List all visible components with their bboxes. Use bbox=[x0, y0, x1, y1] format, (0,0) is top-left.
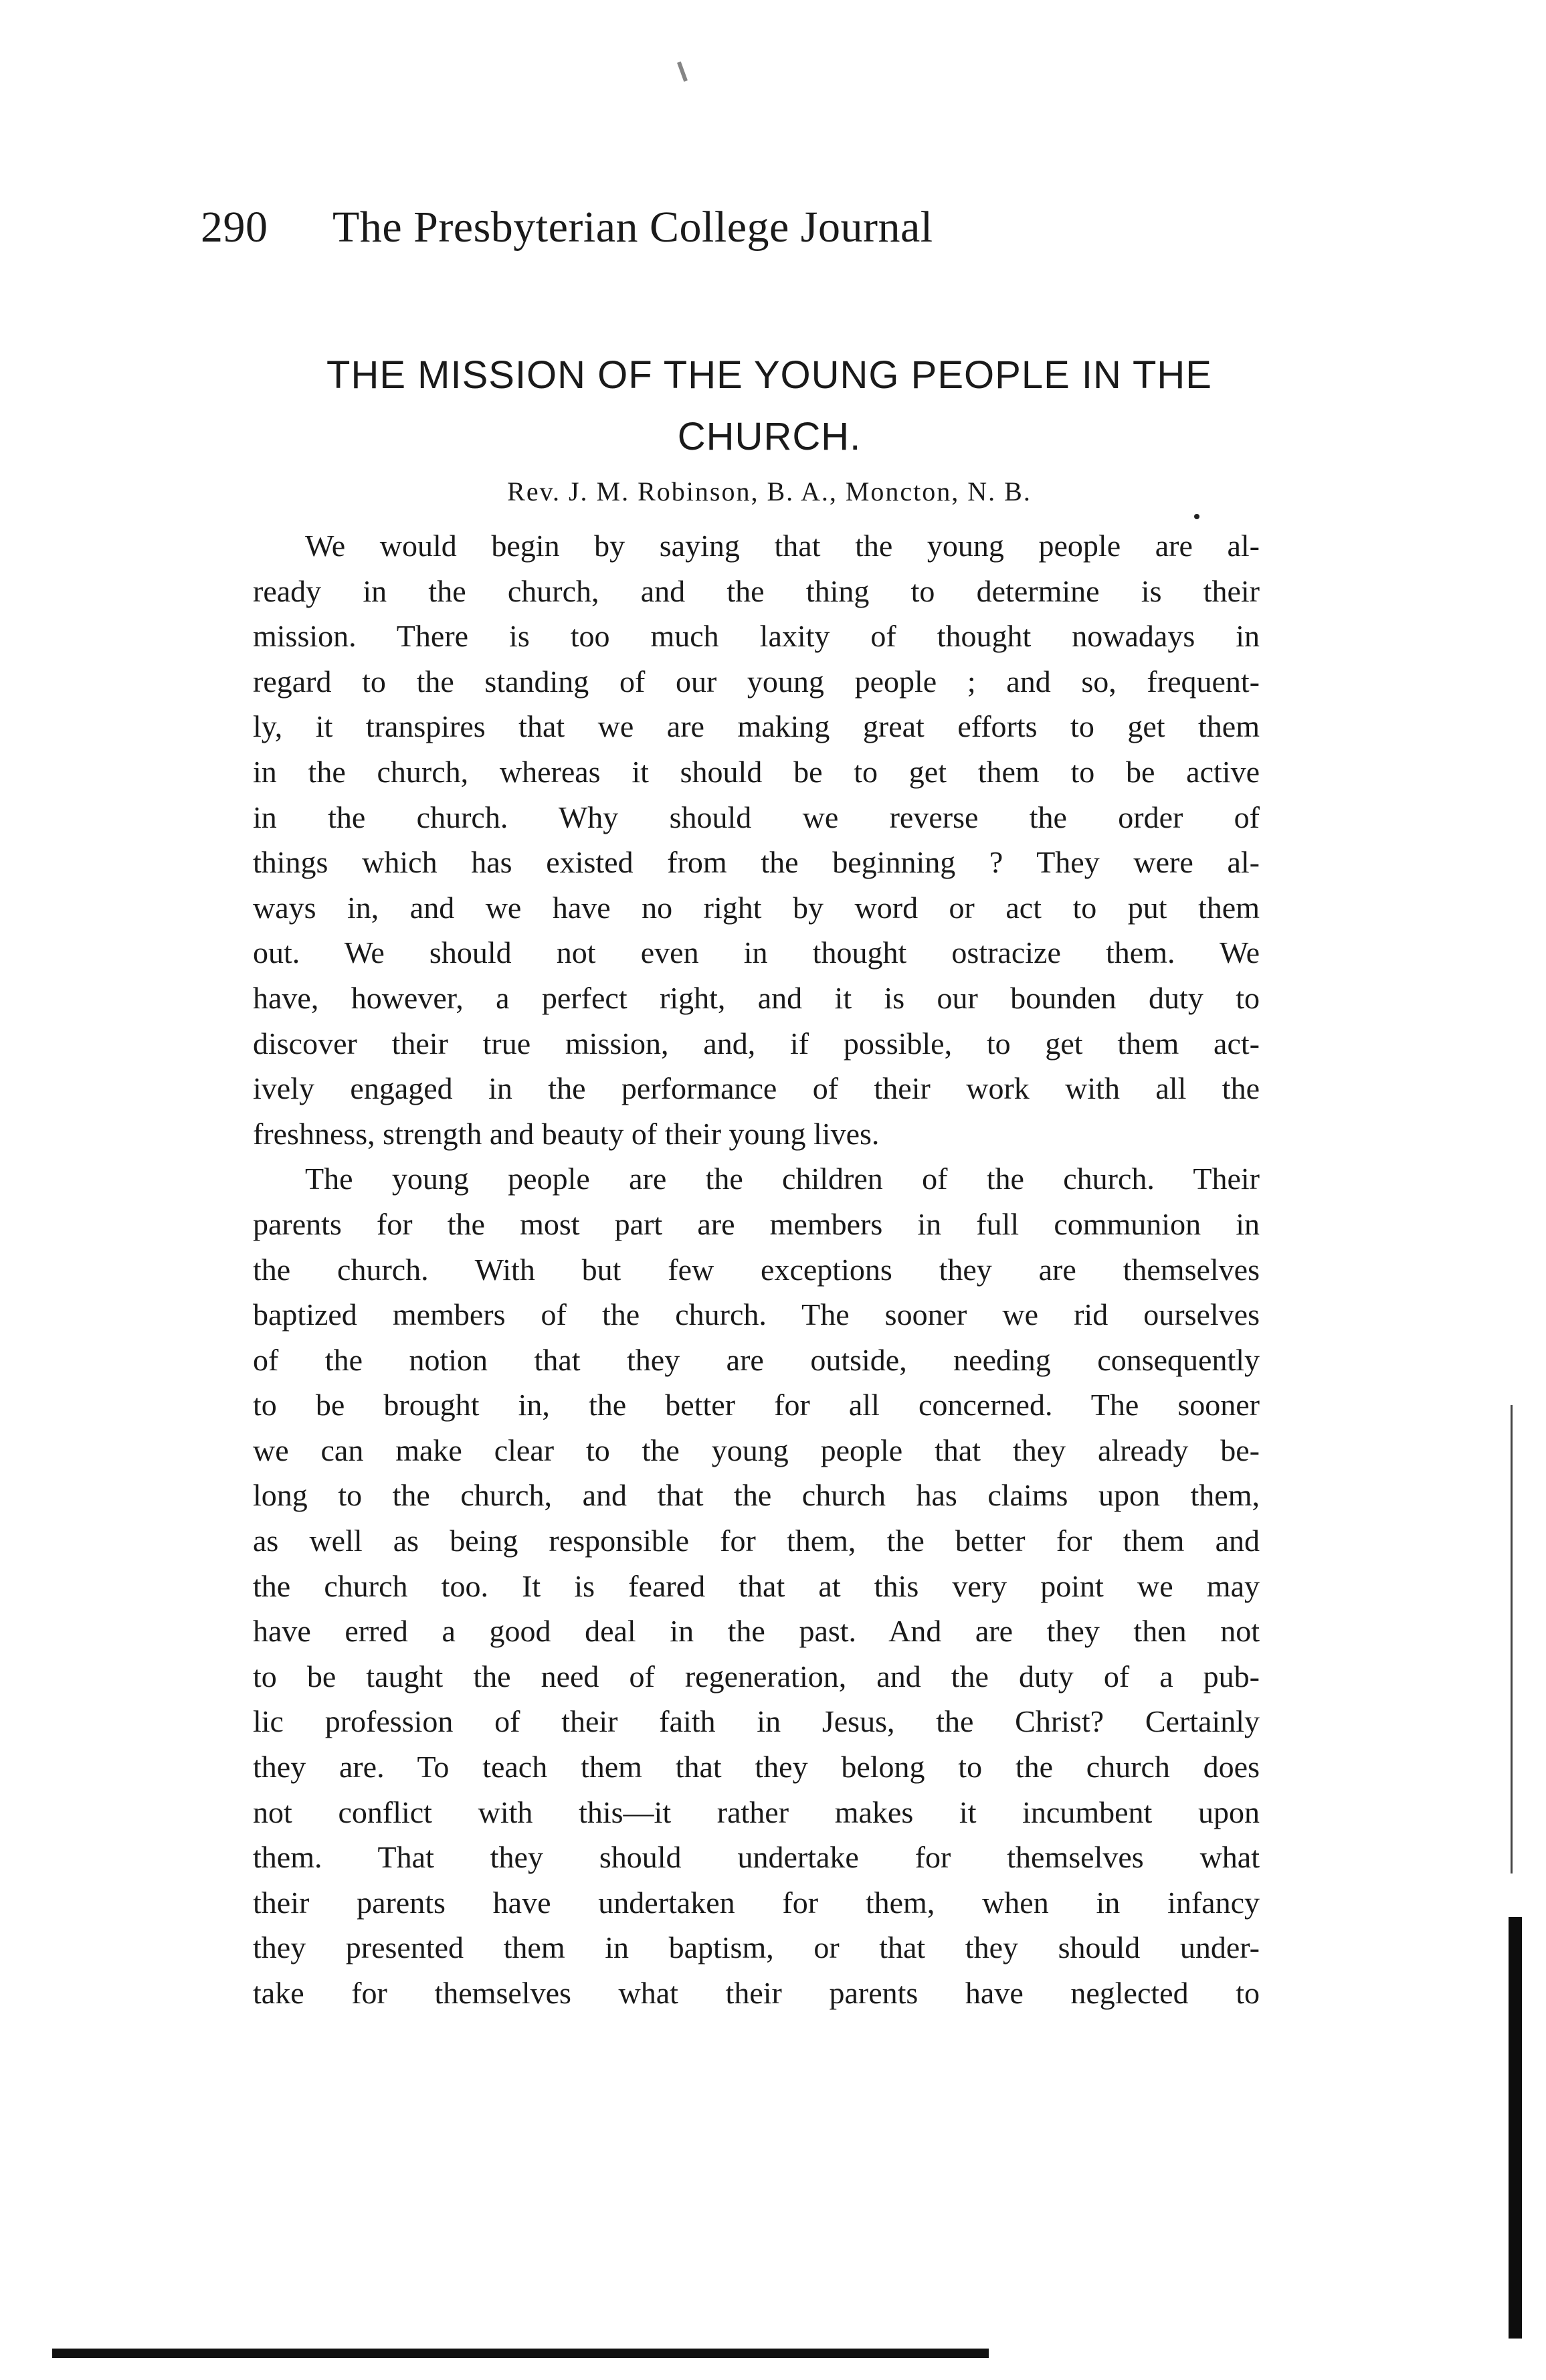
text-line: ly, it transpires that we are making great efforts to get them bbox=[253, 709, 1260, 744]
text-line: take for themselves what their parents have neglected to bbox=[253, 1976, 1260, 2010]
ink-speck bbox=[677, 62, 688, 82]
article-title-line: CHURCH. bbox=[677, 415, 862, 458]
article-title bbox=[254, 345, 1284, 468]
text-line: ively engaged in the performance of their work with all the bbox=[253, 1071, 1260, 1106]
text-line: we can make clear to the young people that they already be- bbox=[253, 1433, 1260, 1467]
text-line: parents for the most part are members in full communion in bbox=[253, 1206, 1260, 1241]
text-line: them. That they should undertake for themselves what bbox=[253, 1840, 1260, 1875]
text-line: freshness, strength and beauty of their young lives. bbox=[253, 1116, 880, 1151]
text-line: have erred a good deal in the past. And are they then not bbox=[253, 1614, 1260, 1649]
text-line: in the church, whereas it should be to get them to be active bbox=[253, 754, 1260, 789]
article-body bbox=[253, 523, 1260, 2016]
text-line: as well as being responsible for them, the better for them and bbox=[253, 1524, 1260, 1558]
text-line: ready in the church, and the thing to determine is their bbox=[253, 573, 1260, 608]
text-line: their parents have undertaken for them, when in infancy bbox=[253, 1885, 1260, 1920]
text-line: to be taught the need of regeneration, and the duty of a pub- bbox=[253, 1659, 1260, 1694]
author-byline: Rev. J. M. Robinson, B. A., Moncton, N. B. bbox=[507, 476, 1032, 507]
journal-title: The Presbyterian College Journal bbox=[332, 203, 933, 252]
text-line: of the notion that they are outside, needing consequently bbox=[253, 1342, 1260, 1377]
text-line: the church. With but few exceptions they are themselves bbox=[253, 1252, 1260, 1287]
scan-edge-shadow-right bbox=[1509, 1917, 1522, 2339]
text-line: the church too. It is feared that at this very point we may bbox=[253, 1568, 1260, 1603]
text-line: they presented them in baptism, or that they should under- bbox=[253, 1930, 1260, 1965]
text-line: mission. There is too much laxity of thought nowadays in bbox=[253, 619, 1260, 654]
text-line: in the church. Why should we reverse the order of bbox=[253, 800, 1260, 834]
text-line: We would begin by saying that the young people are al- bbox=[305, 529, 1260, 563]
text-line: baptized members of the church. The sooner we rid ourselves bbox=[253, 1297, 1260, 1332]
text-line: they are. To teach them that they belong to the church does bbox=[253, 1750, 1260, 1784]
text-line: ways in, and we have no right by word or act to put them bbox=[253, 890, 1260, 925]
text-line: regard to the standing of our young people ; and so, frequent- bbox=[253, 664, 1260, 699]
text-line: The young people are the children of the church. Their bbox=[305, 1162, 1260, 1196]
scan-edge-shadow-bottom bbox=[52, 2349, 989, 2358]
text-line: lic profession of their faith in Jesus, the Christ? Certainly bbox=[253, 1704, 1260, 1739]
text-line: things which has existed from the beginning ? They were al- bbox=[253, 845, 1260, 880]
text-line: to be brought in, the better for all concerned. The sooner bbox=[253, 1388, 1260, 1423]
article-title-line: THE MISSION OF THE YOUNG PEOPLE IN THE bbox=[326, 353, 1212, 397]
running-head bbox=[201, 197, 1371, 258]
text-line: out. We should not even in thought ostracize them. We bbox=[253, 935, 1260, 970]
text-line: long to the church, and that the church has claims upon them, bbox=[253, 1478, 1260, 1513]
text-line: have, however, a perfect right, and it is our bounden duty to bbox=[253, 980, 1260, 1015]
page-number: 290 bbox=[201, 203, 268, 252]
scan-edge-line bbox=[1511, 1405, 1513, 1873]
text-line: discover their true mission, and, if possible, to get them act- bbox=[253, 1026, 1260, 1061]
printed-dot bbox=[1194, 514, 1199, 519]
text-line: not conflict with this—it rather makes it incumbent upon bbox=[253, 1795, 1260, 1829]
